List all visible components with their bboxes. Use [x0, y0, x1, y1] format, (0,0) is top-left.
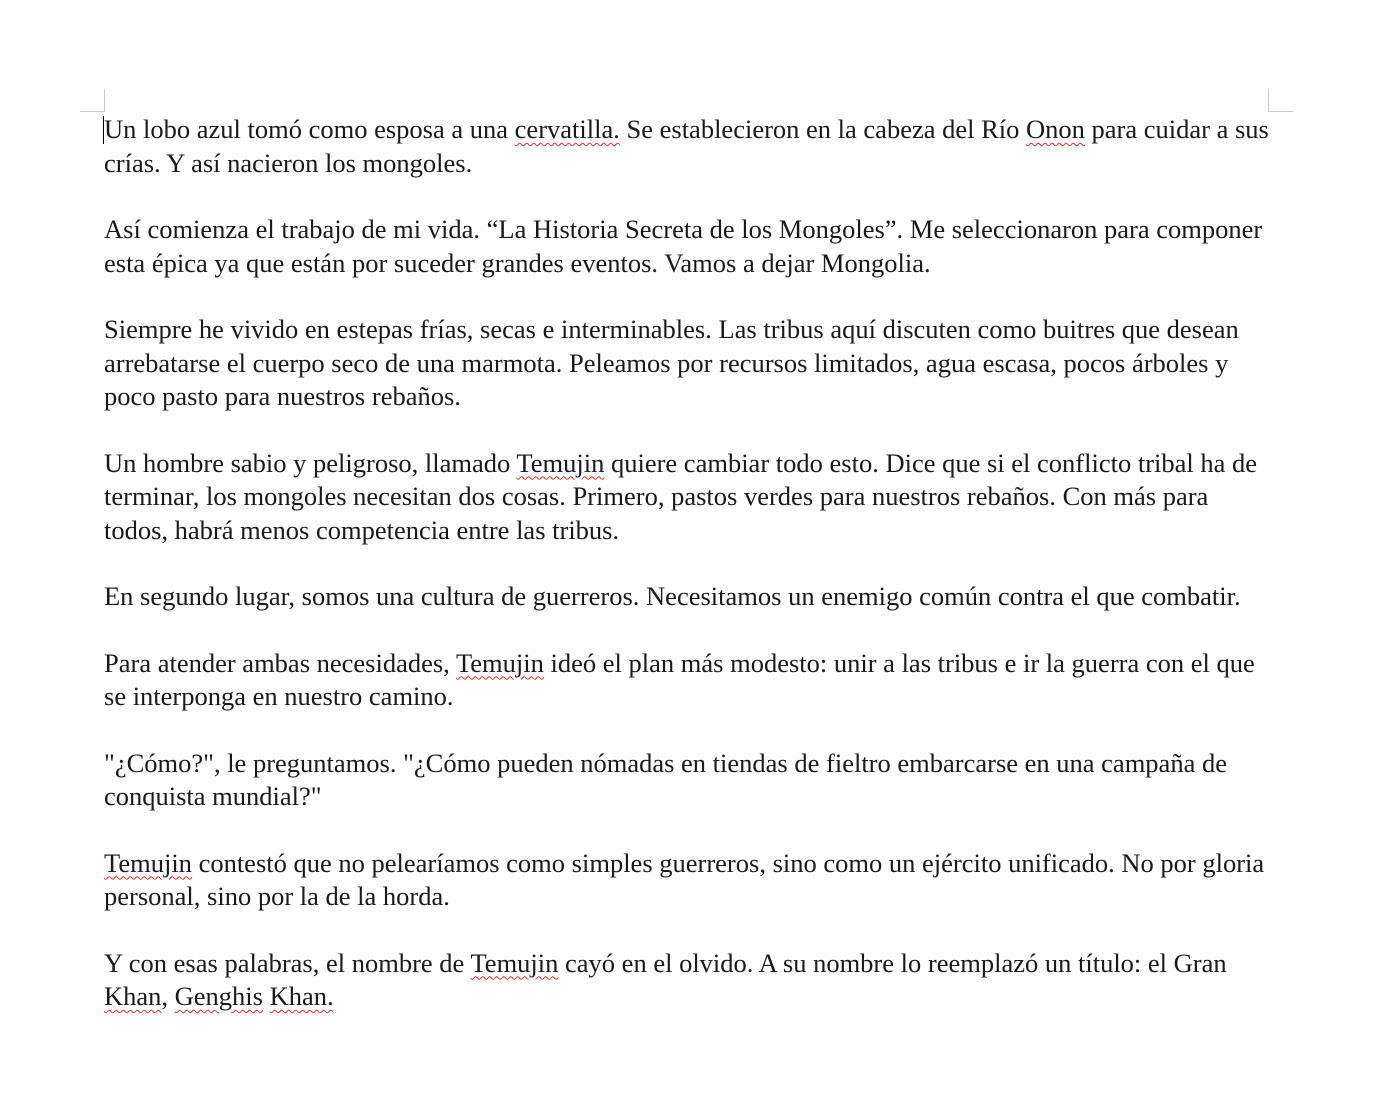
paragraph[interactable] — [104, 647, 1276, 714]
text-run: Para atender ambas necesidades, — [104, 647, 456, 678]
text-run: ideó el plan más modesto: unir a las tribus e ir la guerra con el que se interponga en nuestro camino. — [104, 647, 1255, 711]
text-run: Así comienza el trabajo de mi vida. “La Historia Secreta de los Mongoles”. Me seleccionaron para componer esta épica ya que están por suceder grandes eventos. Vamos a dejar Mongolia. — [104, 214, 1263, 278]
misspelled-word: Genghis — [174, 981, 263, 1011]
misspelled-word: Temujin — [470, 947, 559, 978]
text-run: , — [161, 981, 175, 1011]
paragraph[interactable] — [104, 580, 1276, 614]
paragraph[interactable] — [104, 113, 1276, 180]
margin-corner-top-right — [1268, 89, 1293, 112]
text-run: En segundo lugar, somos una cultura de guerreros. Necesitamos un enemigo común contra el que combatir. — [104, 581, 1241, 611]
text-run: Se establecieron en la cabeza del Río — [619, 114, 1027, 144]
misspelled-word: Temujin — [104, 847, 192, 878]
misspelled-word: Onon — [1026, 114, 1085, 144]
text-run: "¿Cómo?", le preguntamos. "¿Cómo pueden nómadas en tiendas de fieltro embarcarse en una campaña de conquista mundial?" — [104, 747, 1227, 811]
misspelled-word: Temujin — [455, 647, 544, 678]
document-body[interactable] — [104, 113, 1276, 1047]
paragraph[interactable] — [104, 213, 1276, 280]
margin-corner-top-left — [80, 89, 105, 112]
text-run: Un hombre sabio y peligroso, llamado — [104, 447, 517, 478]
text-run: Siempre he vivido en estepas frías, secas e interminables. Las tribus aquí discuten como buitres que desean arrebatarse el cuerpo seco de una marmota. Peleamos por recursos limitados, agua escasa, pocos árboles y poco pasto para nuestros rebaños. — [104, 314, 1239, 411]
paragraph[interactable] — [104, 947, 1276, 1014]
paragraph[interactable] — [104, 313, 1276, 414]
text-run: Un lobo azul tomó como esposa a una — [104, 114, 515, 144]
paragraph[interactable] — [104, 747, 1276, 814]
misspelled-word: Khan. — [269, 981, 334, 1011]
text-run: Y con esas palabras, el nombre de — [104, 947, 471, 978]
text-run: contestó que no pelearíamos como simples guerreros, sino como un ejército unificado. No por gloria personal, sino por la de la horda. — [104, 847, 1265, 911]
misspelled-word: Temujin — [516, 447, 605, 478]
text-run — [263, 981, 270, 1011]
misspelled-word: Khan — [104, 981, 162, 1011]
text-run: quiere cambiar todo esto. Dice que si el conflicto tribal ha de terminar, los mongoles necesitan dos cosas. Primero, pastos verdes para nuestros rebaños. Con más para todos, habrá menos competencia entre las tribus. — [104, 447, 1258, 545]
paragraph[interactable] — [104, 447, 1276, 548]
text-run: cayó en el olvido. A su nombre lo reemplazó un título: el Gran — [558, 947, 1227, 978]
misspelled-word: cervatilla. — [514, 114, 620, 144]
text-run: para cuidar a sus crías. Y así nacieron los mongoles. — [104, 114, 1269, 178]
paragraph[interactable] — [104, 847, 1276, 914]
